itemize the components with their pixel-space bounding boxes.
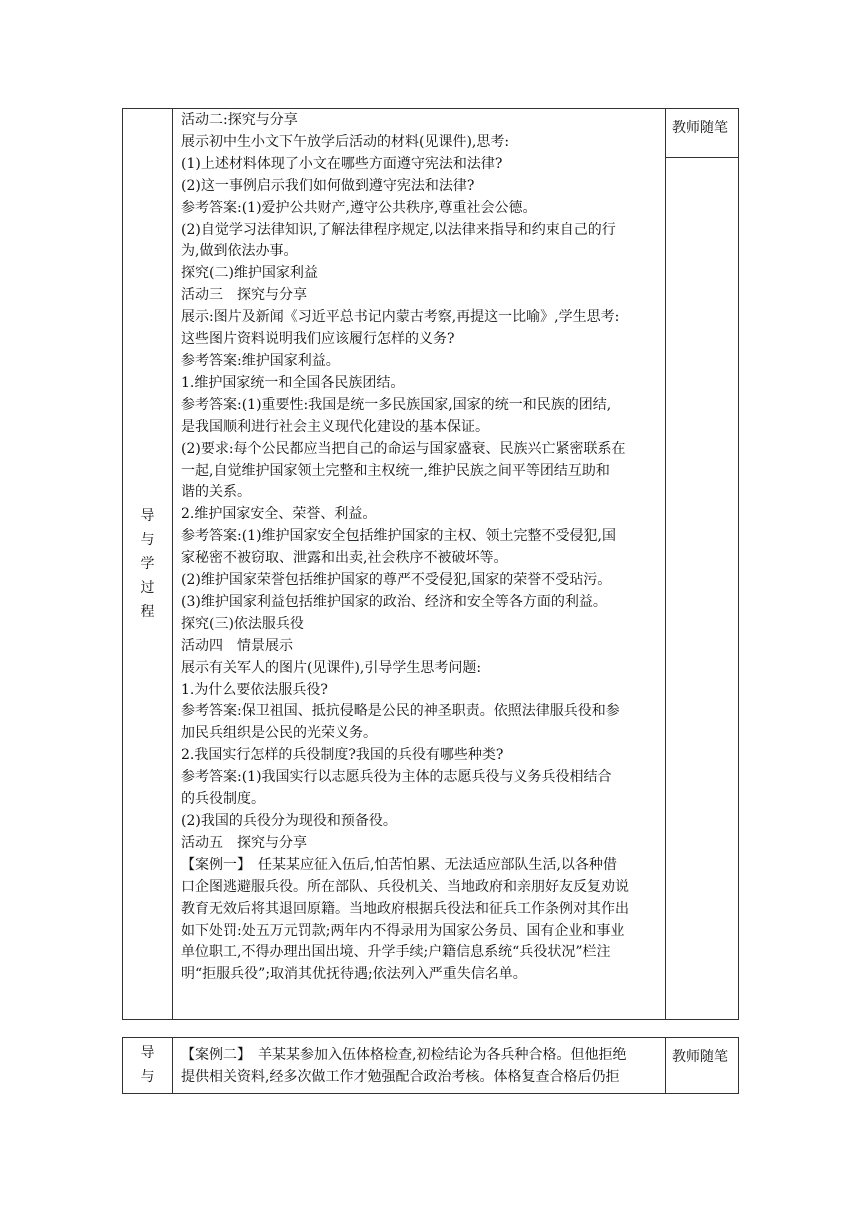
content-line: 展示:图片及新闻《习近平总书记内蒙古考察,再提这一比喻》,学生思考:: [181, 309, 620, 326]
teacher-notes-label: 教师随笔: [672, 1049, 728, 1065]
content-line: (2)这一事例启示我们如何做到遵守宪法和法律?: [181, 177, 475, 194]
section-label: 导与: [140, 1045, 155, 1086]
content-line: 口企图逃避服兵役。所在部队、兵役机关、当地政府和亲朋好友反复劝说: [181, 878, 629, 895]
section-label-cell: [123, 109, 173, 1020]
lesson-table-page1: [122, 108, 739, 1020]
content-line: 展示初中生小文下午放学后活动的材料(见课件),思考:: [181, 133, 510, 150]
section-label: 导与学过程: [140, 508, 155, 620]
teacher-notes-header: [666, 1038, 739, 1094]
content-line: 一起,自觉维护国家领土完整和主权统一,维护民族之间平等团结互助和: [181, 462, 610, 479]
content-line: 教育无效后将其退回原籍。当地政府根据兵役法和征兵工作条例对其作出: [181, 900, 629, 917]
content-line: 参考答案:(1)重要性:我国是统一多民族国家,国家的统一和民族的团结,: [181, 396, 612, 413]
content-line: (3)维护国家利益包括维护国家的政治、经济和安全等各方面的利益。: [181, 593, 607, 610]
content-line: 【案例二】 羊某某参加入伍体格检查,初检结论为各兵种合格。但他拒绝: [181, 1047, 627, 1063]
content-line: 探究(三)依法服兵役: [181, 615, 304, 632]
content-lines: [181, 1045, 657, 1089]
content-line: 这些图片资料说明我们应该履行怎样的义务?: [181, 331, 455, 348]
content-line: 2.维护国家安全、荣誉、利益。: [181, 506, 377, 523]
content-line: 1.为什么要依法服兵役?: [181, 681, 328, 698]
teacher-notes-header: [666, 109, 739, 158]
content-line: 如下处罚:处五万元罚款;两年内不得录用为国家公务员、国有企业和事业: [181, 922, 625, 939]
content-line: 明“拒服兵役”;取消其优抚待遇;依法列入严重失信名单。: [181, 966, 527, 983]
content-line: 探究(二)维护国家利益: [181, 265, 318, 282]
content-line: (2)要求:每个公民都应当把自己的命运与国家盛衰、民族兴亡紧密联系在: [181, 440, 626, 457]
content-line: 提供相关资料,经多次做工作才勉强配合政治考核。体格复查合格后仍拒: [181, 1068, 620, 1085]
content-line: 1.维护国家统一和全国各民族团结。: [181, 374, 405, 391]
content-line: 活动三 探究与分享: [181, 287, 307, 304]
content-line: 活动二:探究与分享: [181, 112, 298, 128]
lesson-content: [173, 1038, 666, 1094]
content-line: 参考答案:(1)维护国家安全包括维护国家的主权、领土完整不受侵犯,国: [181, 528, 616, 545]
content-line: (1)上述材料体现了小文在哪些方面遵守宪法和法律?: [181, 155, 503, 172]
content-line: (2)我国的兵役分为现役和预备役。: [181, 813, 397, 829]
content-line: 参考答案:(1)我国实行以志愿兵役为主体的志愿兵役与义务兵役相结合: [181, 769, 612, 786]
teacher-notes-label: 教师随笔: [672, 120, 728, 136]
content-line: 参考答案:(1)爱护公共财产,遵守公共秩序,尊重社会公德。: [181, 199, 537, 216]
content-line: 谐的关系。: [181, 484, 251, 501]
content-line: 加民兵组织是公民的光荣义务。: [181, 725, 377, 742]
content-line: 的兵役制度。: [181, 791, 265, 808]
content-line: 为,做到依法办事。: [181, 243, 298, 260]
lesson-content: [173, 109, 666, 1020]
content-line: (2)自觉学习法律知识,了解法律程序规定,以法律来指导和约束自己的行: [181, 221, 616, 238]
section-label-cell: [123, 1038, 173, 1094]
teacher-notes-area: [666, 158, 739, 1020]
content-line: 【案例一】 任某某应征入伍后,怕苦怕累、无法适应部队生活,以各种借: [181, 856, 617, 873]
lesson-table-page2: [122, 1037, 739, 1094]
content-line: 2.我国实行怎样的兵役制度?我国的兵役有哪些种类?: [181, 747, 504, 764]
content-line: 参考答案:维护国家利益。: [181, 352, 340, 369]
content-line: 参考答案:保卫祖国、抵抗侵略是公民的神圣职责。依照法律服兵役和参: [181, 703, 620, 720]
content-lines: [181, 110, 657, 986]
content-line: 活动四 情景展示: [181, 637, 293, 654]
content-line: (2)维护国家荣誉包括维护国家的尊严不受侵犯,国家的荣誉不受玷污。: [181, 572, 612, 589]
content-line: 展示有关军人的图片(见课件),引导学生思考问题:: [181, 659, 482, 676]
content-line: 家秘密不被窃取、泄露和出卖,社会秩序不被破坏等。: [181, 550, 508, 567]
content-line: 活动五 探究与分享: [181, 834, 307, 851]
content-line: 是我国顺利进行社会主义现代化建设的基本保证。: [181, 418, 489, 435]
content-line: 单位职工,不得办理出国出境、升学手续;户籍信息系统“兵役状况”栏注: [181, 944, 611, 961]
